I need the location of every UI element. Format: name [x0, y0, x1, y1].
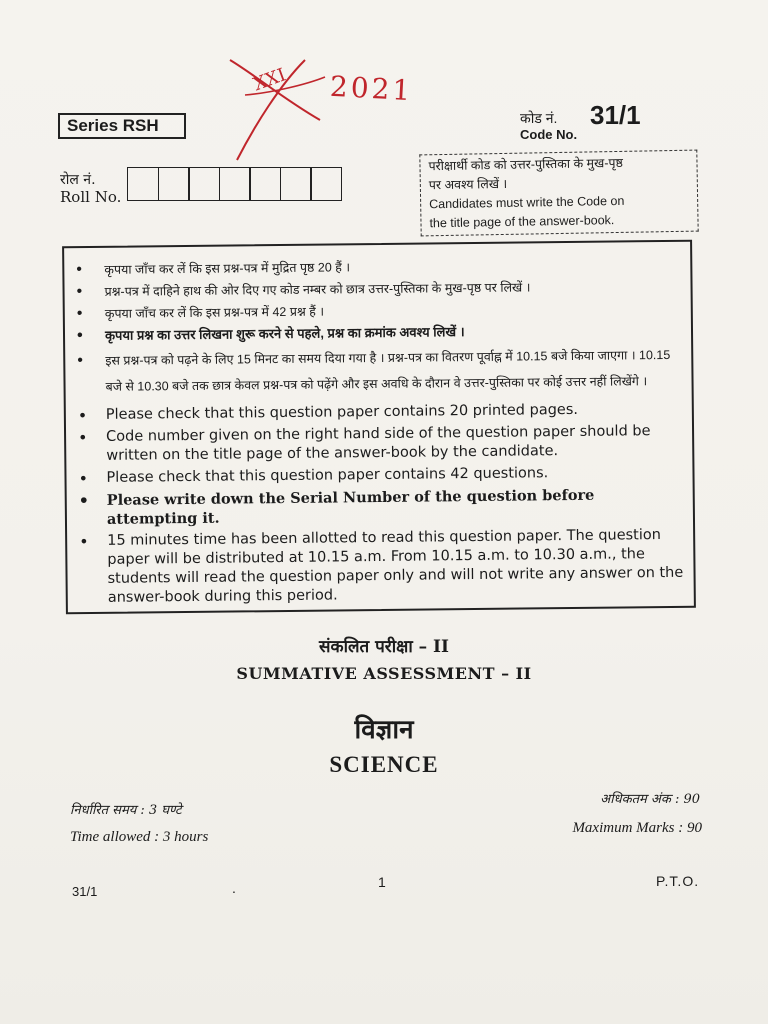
instruction-english: • Please write down the Serial Number of the question before attempting it.	[75, 485, 685, 529]
code-label-english: Code No.	[520, 127, 578, 142]
roll-label-hindi: रोल नं.	[60, 172, 96, 188]
roll-digit-box[interactable]	[127, 167, 159, 201]
subject-title-hindi: विज्ञान	[354, 715, 414, 745]
series-label: Series RSH	[58, 113, 186, 139]
candidate-note-english-line2: the title page of the answer-book.	[429, 213, 615, 231]
candidate-code-note	[419, 150, 698, 237]
footer-code: 31/1	[72, 884, 98, 899]
instruction-hindi: • कृपया प्रश्न का उत्तर लिखना शुरू करने से पहले, प्रश्न का क्रमांक अवश्य लिखें ।	[73, 320, 683, 346]
code-label-hindi: कोड नं.	[520, 110, 558, 126]
instruction-hindi: • इस प्रश्न-पत्र को पढ़ने के लिए 15 मिनट का समय दिया गया है । प्रश्न-पत्र का वितरण पूर्वाह्न में 10.15 बजे किया जाएगा । 10.15 बजे से 10.30 बजे तक छात्र केवल प्रश्न-पत्र को पढ़ेंगे और इस अवधि के दौरान वे उत्तर-पुस्तिका पर कोई उत्तर नहीं लिखेंगे ।	[73, 342, 684, 400]
roll-digit-box[interactable]	[158, 167, 190, 201]
roll-digit-box[interactable]	[219, 167, 251, 201]
instruction-english: • 15 minutes time has been allotted to read this question paper. The question paper will be distributed at 10.15 a.m. From 10.15 a.m. to 10.30 a.m., the students will read the question paper only and will not write any answer on the answer-book during this period.	[75, 526, 686, 608]
roll-number-boxes	[127, 167, 341, 201]
instruction-hindi: • कृपया जाँच कर लें कि इस प्रश्न-पत्र में मुद्रित पृष्ठ 20 हैं ।	[72, 254, 682, 280]
candidate-note-hindi-line2: पर अवश्य लिखें ।	[428, 176, 508, 193]
instruction-hindi: • प्रश्न-पत्र में दाहिने हाथ की ओर दिए गए कोड नम्बर को छात्र उत्तर-पुस्तिका के मुख-पृष्ठ पर लिखें ।	[72, 276, 682, 302]
assessment-title-hindi: संकलित परीक्षा – II	[319, 637, 449, 657]
instruction-english: • Please check that this question paper contains 20 printed pages.	[74, 400, 684, 425]
roll-digit-box[interactable]	[310, 167, 342, 201]
instruction-english: • Please check that this question paper contains 42 questions.	[74, 463, 684, 488]
subject-title-english: SCIENCE	[329, 752, 439, 777]
instruction-english: • Code number given on the right hand side of the question paper should be written on the title page of the answer-book by the candidate.	[74, 422, 684, 466]
time-allowed-english: Time allowed : 3 hours	[70, 829, 209, 845]
candidate-note-english-line1: Candidates must write the Code on	[429, 193, 625, 212]
pto-label: P.T.O.	[656, 873, 700, 889]
maximum-marks-english: Maximum Marks : 90	[572, 820, 702, 836]
roll-digit-box[interactable]	[188, 167, 220, 201]
instructions-list	[72, 254, 686, 608]
stray-dot: .	[232, 880, 236, 896]
instructions-box	[62, 240, 696, 615]
assessment-title-english: SUMMATIVE ASSESSMENT – II	[236, 664, 532, 683]
handwritten-year: 2021	[329, 69, 415, 108]
page-number: 1	[378, 874, 386, 890]
candidate-note-hindi-line1: परीक्षार्थी कोड को उत्तर-पुस्तिका के मुख-पृष्ठ	[428, 155, 624, 174]
instruction-hindi: • कृपया जाँच कर लें कि इस प्रश्न-पत्र में 42 प्रश्न हैं ।	[73, 298, 683, 324]
roll-digit-box[interactable]	[280, 167, 312, 201]
time-allowed-hindi: निर्धारित समय : 3 घण्टे	[70, 803, 182, 818]
handwritten-crossed-text: XXI	[250, 64, 289, 96]
roll-label-english: Roll No.	[60, 188, 122, 206]
maximum-marks-hindi: अधिकतम अंक : 90	[600, 792, 700, 807]
code-number: 31/1	[590, 100, 641, 130]
roll-digit-box[interactable]	[249, 167, 281, 201]
handwritten-cross-mark	[225, 55, 425, 165]
